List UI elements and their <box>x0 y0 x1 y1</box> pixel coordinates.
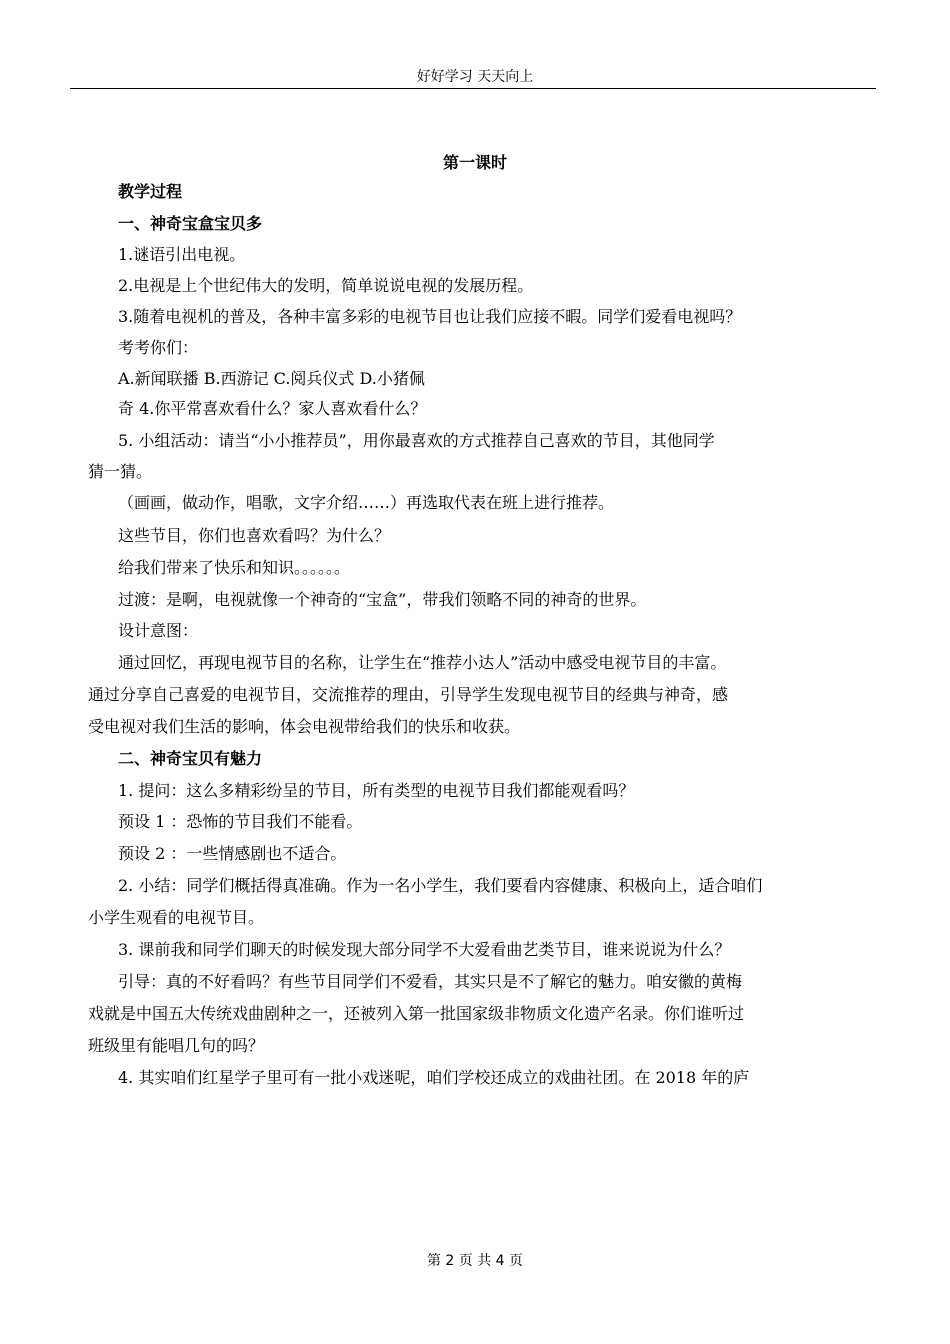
lesson-title: 第一课时 <box>442 153 507 172</box>
paragraph-line: 奇 4.你平常喜欢看什么？家人喜欢看什么？ <box>118 399 427 418</box>
paragraph-line: 预设 1 ：恐怖的节目我们不能看。 <box>118 812 363 831</box>
paragraph-line: 引导：真的不好看吗？有些节目同学们不爱看，其实只是不了解它的魅力。咱安徽的黄梅 <box>118 972 743 991</box>
paragraph-line: 小学生观看的电视节目。 <box>88 908 265 927</box>
section-heading: 二、神奇宝贝有魅力 <box>118 749 263 768</box>
paragraph-line: 这些节目，你们也喜欢看吗？为什么？ <box>118 526 391 545</box>
paragraph-line: 班级里有能唱几句的吗？ <box>88 1036 265 1055</box>
paragraph-line: 2. 小结：同学们概括得真准确。作为一名小学生，我们要看内容健康、积极向上，适合咱们 <box>118 876 763 895</box>
paragraph-line: A.新闻联播 B.西游记 C.阅兵仪式 D.小猪佩 <box>118 369 425 388</box>
section-heading: 一、神奇宝盒宝贝多 <box>118 214 263 233</box>
page-number: 第 2 页 共 4 页 <box>426 1253 524 1269</box>
paragraph-line: 过渡：是啊，电视就像一个神奇的“宝盒”，带我们领略不同的神奇的世界。 <box>118 590 647 609</box>
paragraph-line: 1. 提问：这么多精彩纷呈的节目，所有类型的电视节目我们都能观看吗？ <box>118 781 635 800</box>
section-heading: 教学过程 <box>118 182 183 201</box>
paragraph-line: 给我们带来了快乐和知识。。。。。。 <box>118 558 351 577</box>
paragraph-line: 考考你们： <box>118 338 199 357</box>
paragraph-line: 受电视对我们生活的影响，体会电视带给我们的快乐和收获。 <box>88 717 521 736</box>
paragraph-line: 5. 小组活动：请当“小小推荐员”，用你最喜欢的方式推荐自己喜欢的节目，其他同学 <box>118 431 715 450</box>
paragraph-line: 通过分享自己喜爱的电视节目，交流推荐的理由，引导学生发现电视节目的经典与神奇，感 <box>88 685 729 704</box>
paragraph-line: 戏就是中国五大传统戏曲剧种之一，还被列入第一批国家级非物质文化遗产名录。你们谁听过 <box>88 1004 745 1023</box>
paragraph-line: 猜一猜。 <box>88 462 153 481</box>
paragraph-line: 预设 2 ：一些情感剧也不适合。 <box>118 844 347 863</box>
paragraph-line: 2.电视是上个世纪伟大的发明，简单说说电视的发展历程。 <box>118 276 534 295</box>
header-divider <box>70 88 876 89</box>
paragraph-line: 4. 其实咱们红星学子里可有一批小戏迷呢，咱们学校还成立的戏曲社团。在 2018 年的庐 <box>118 1068 750 1087</box>
paragraph-line: 设计意图： <box>118 621 199 640</box>
paragraph-line: 通过回忆，再现电视节目的名称，让学生在“推荐小达人”活动中感受电视节目的丰富。 <box>118 653 727 672</box>
paragraph-line: 1.谜语引出电视。 <box>118 245 246 264</box>
paragraph-line: 3. 课前我和同学们聊天的时候发现大部分同学不大爱看曲艺类节目，谁来说说为什么？ <box>118 940 731 959</box>
paragraph-line: 3.随着电视机的普及，各种丰富多彩的电视节目也让我们应接不暇。同学们爱看电视吗？ <box>118 307 742 326</box>
paragraph-line: （画画，做动作，唱歌，文字介绍……）再选取代表在班上进行推荐。 <box>118 493 615 512</box>
page-header: 好好学习 天天向上 <box>416 69 534 85</box>
